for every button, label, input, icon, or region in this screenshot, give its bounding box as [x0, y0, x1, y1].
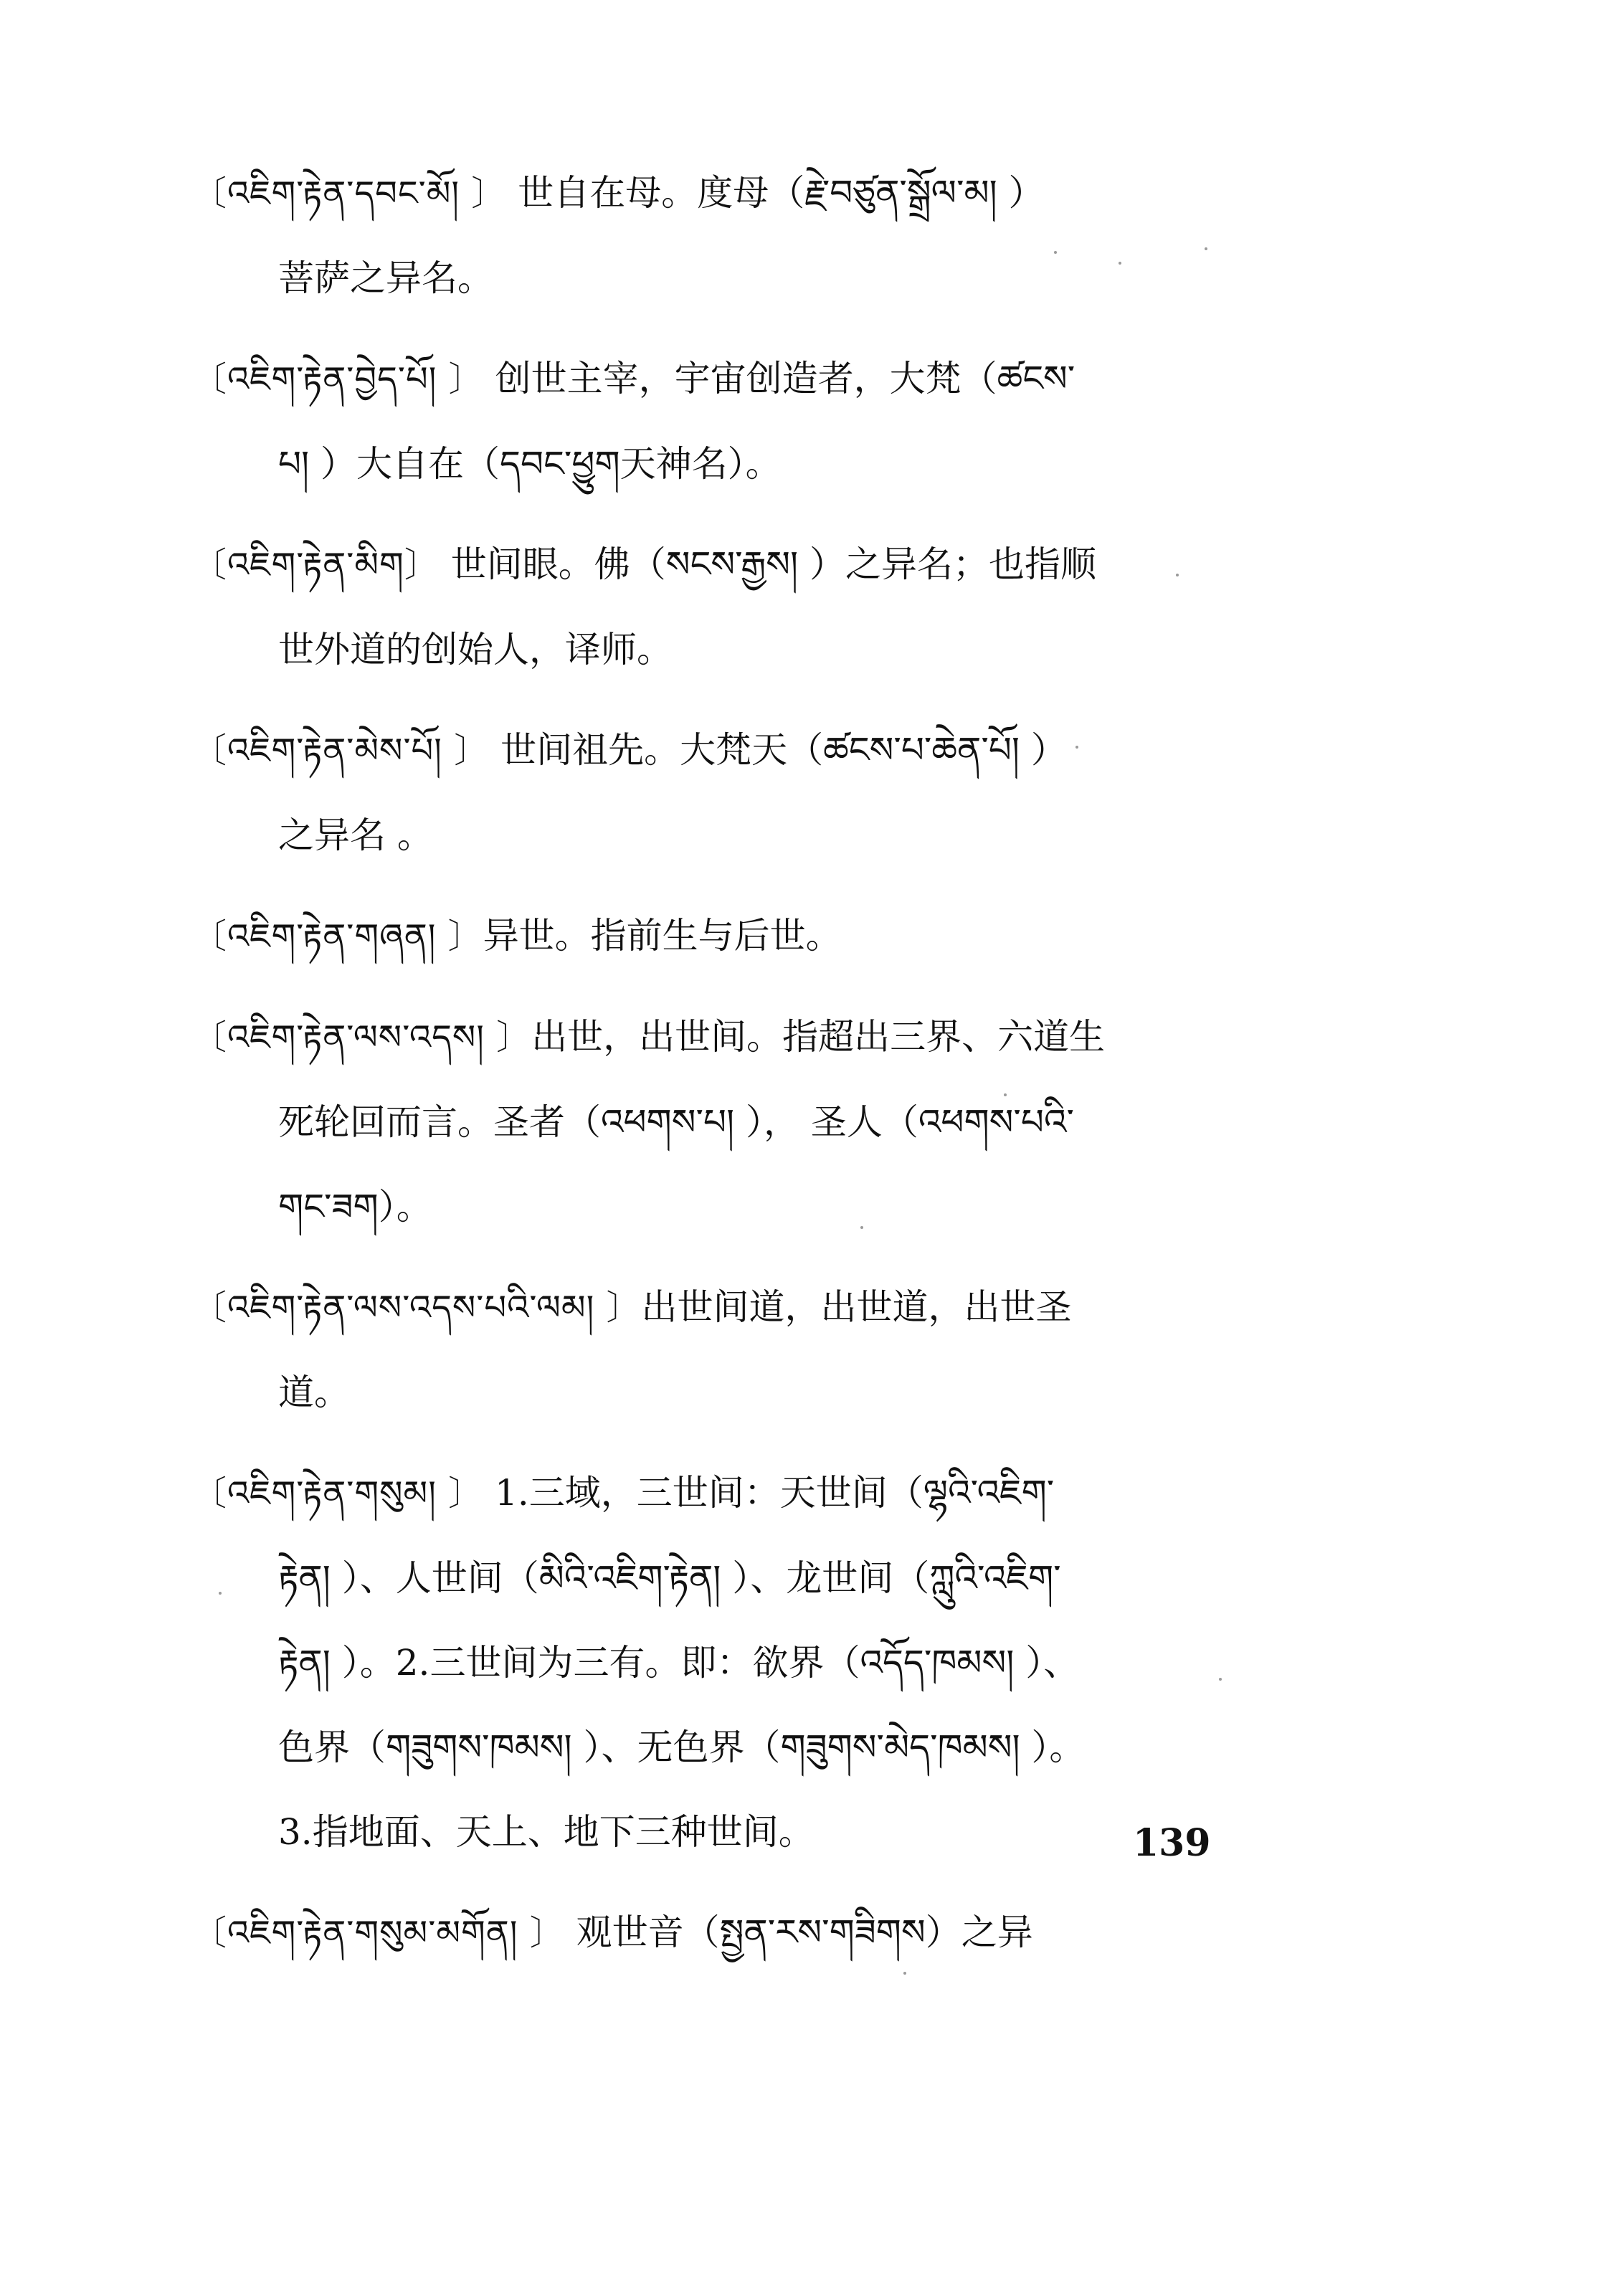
entry-definition: 异世。指前生与后世。 [483, 915, 842, 956]
entry-definition: 出世间道，出世道，出世圣 [641, 1286, 1072, 1328]
entry-first-line [192, 336, 1282, 422]
entry-headword: 〔འཇིག་རྟེན་མིག〕 [192, 545, 440, 585]
entry-continuation: 菩萨之异名。 [278, 257, 493, 299]
entry-continuation: 死轮回而言。圣者（འཕགས་པ། ）， 圣人（འཕགས་པའི་ [278, 1101, 1074, 1143]
entry-headword: 〔འཇིག་རྟེན་གསུམ་མགོན། 〕 [192, 1913, 565, 1953]
entry-continuation: 色界（གཟུགས་ཁམས། ）、无色界（གཟུགས་མེད་ཁམས། ）。 [278, 1727, 1086, 1768]
entry-definition: 世自在母。度母（རྗེ་བཙུན་སྒྲོལ་མ། ） [518, 172, 1045, 214]
entry-first-line [192, 522, 1282, 607]
entry-headword: 〔འཇིག་རྟེན་དབང་མོ། 〕 [192, 174, 507, 214]
dictionary-entry [192, 1451, 1282, 1874]
entry-headword: 〔འཇིག་རྟེན་མེས་པོ། 〕 [192, 731, 490, 771]
entry-continuation: 之异名 。 [278, 815, 433, 856]
dictionary-entry [192, 336, 1282, 506]
entry-definition: 世间祖先。大梵天（ཚངས་པ་ཆེན་པོ། ） [500, 729, 1067, 771]
entry-definition: 出世，出世间。指超出三界、六道生 [531, 1016, 1106, 1058]
entry-first-line [192, 708, 1282, 793]
entry-continuation: 世外道的创始人，译师。 [278, 629, 673, 670]
dictionary-entry [192, 151, 1282, 321]
dictionary-entry [192, 893, 1282, 979]
entry-first-line [192, 893, 1282, 979]
dictionary-entry [192, 708, 1282, 878]
entry-first-line [192, 1265, 1282, 1350]
entry-definition: 1.三域，三世间：天世间（ལྷའི་འཇིག་ [495, 1472, 1055, 1514]
entry-definition: 创世主宰，宇宙创造者，大梵（ཚངས་ [495, 358, 1075, 399]
entry-continuation: པ། ）大自在（དབང་ཕྱུག天神名）。 [278, 443, 782, 485]
dictionary-entry [192, 1265, 1282, 1435]
entry-list [192, 151, 1282, 1991]
entry-first-line [192, 1890, 1282, 1975]
entry-continuation: 道。 [278, 1372, 350, 1413]
entry-definition: 世间眼。佛（སངས་རྒྱས། ）之异名；也指顺 [450, 543, 1097, 585]
entry-continuation: རྟེན། ）。2.三世间为三有。即：欲界（འདོད་ཁམས། ）、 [278, 1642, 1080, 1684]
dictionary-entry [192, 522, 1282, 692]
entry-first-line [192, 1451, 1282, 1536]
entry-continuation: རྟེན། ）、人世间（མིའི་འཇིག་རྟེན། ）、龙世间（ཀླུའི་འཇིག་ [278, 1557, 1061, 1599]
entry-first-line [192, 994, 1282, 1080]
entry-continuation: 3.指地面、天上、地下三种世间。 [278, 1811, 815, 1853]
entry-headword: 〔འཇིག་རྟེན་གསུམ། 〕 [192, 1473, 484, 1514]
entry-definition: 观世音（སྤྱན་རས་གཟིགས）之异 [576, 1912, 1033, 1953]
dictionary-entry [192, 994, 1282, 1249]
page-number: 139 [1133, 1821, 1211, 1865]
entry-headword: 〔འཇིག་རྟེན་ལས་འདས་པའི་ལམ། 〕 [192, 1288, 642, 1328]
dictionary-entry [192, 1890, 1282, 1975]
entry-headword: 〔འཇིག་རྟེན་ལས་འདས། 〕 [192, 1017, 532, 1058]
entry-headword: 〔འཇིག་རྟེན་བྱེད་པོ། 〕 [192, 359, 484, 399]
entry-first-line [192, 151, 1282, 236]
entry-continuation: གང་ཟག）。 [278, 1186, 432, 1228]
entry-headword: 〔འཇིག་རྟེན་གཞན། 〕 [192, 916, 483, 956]
